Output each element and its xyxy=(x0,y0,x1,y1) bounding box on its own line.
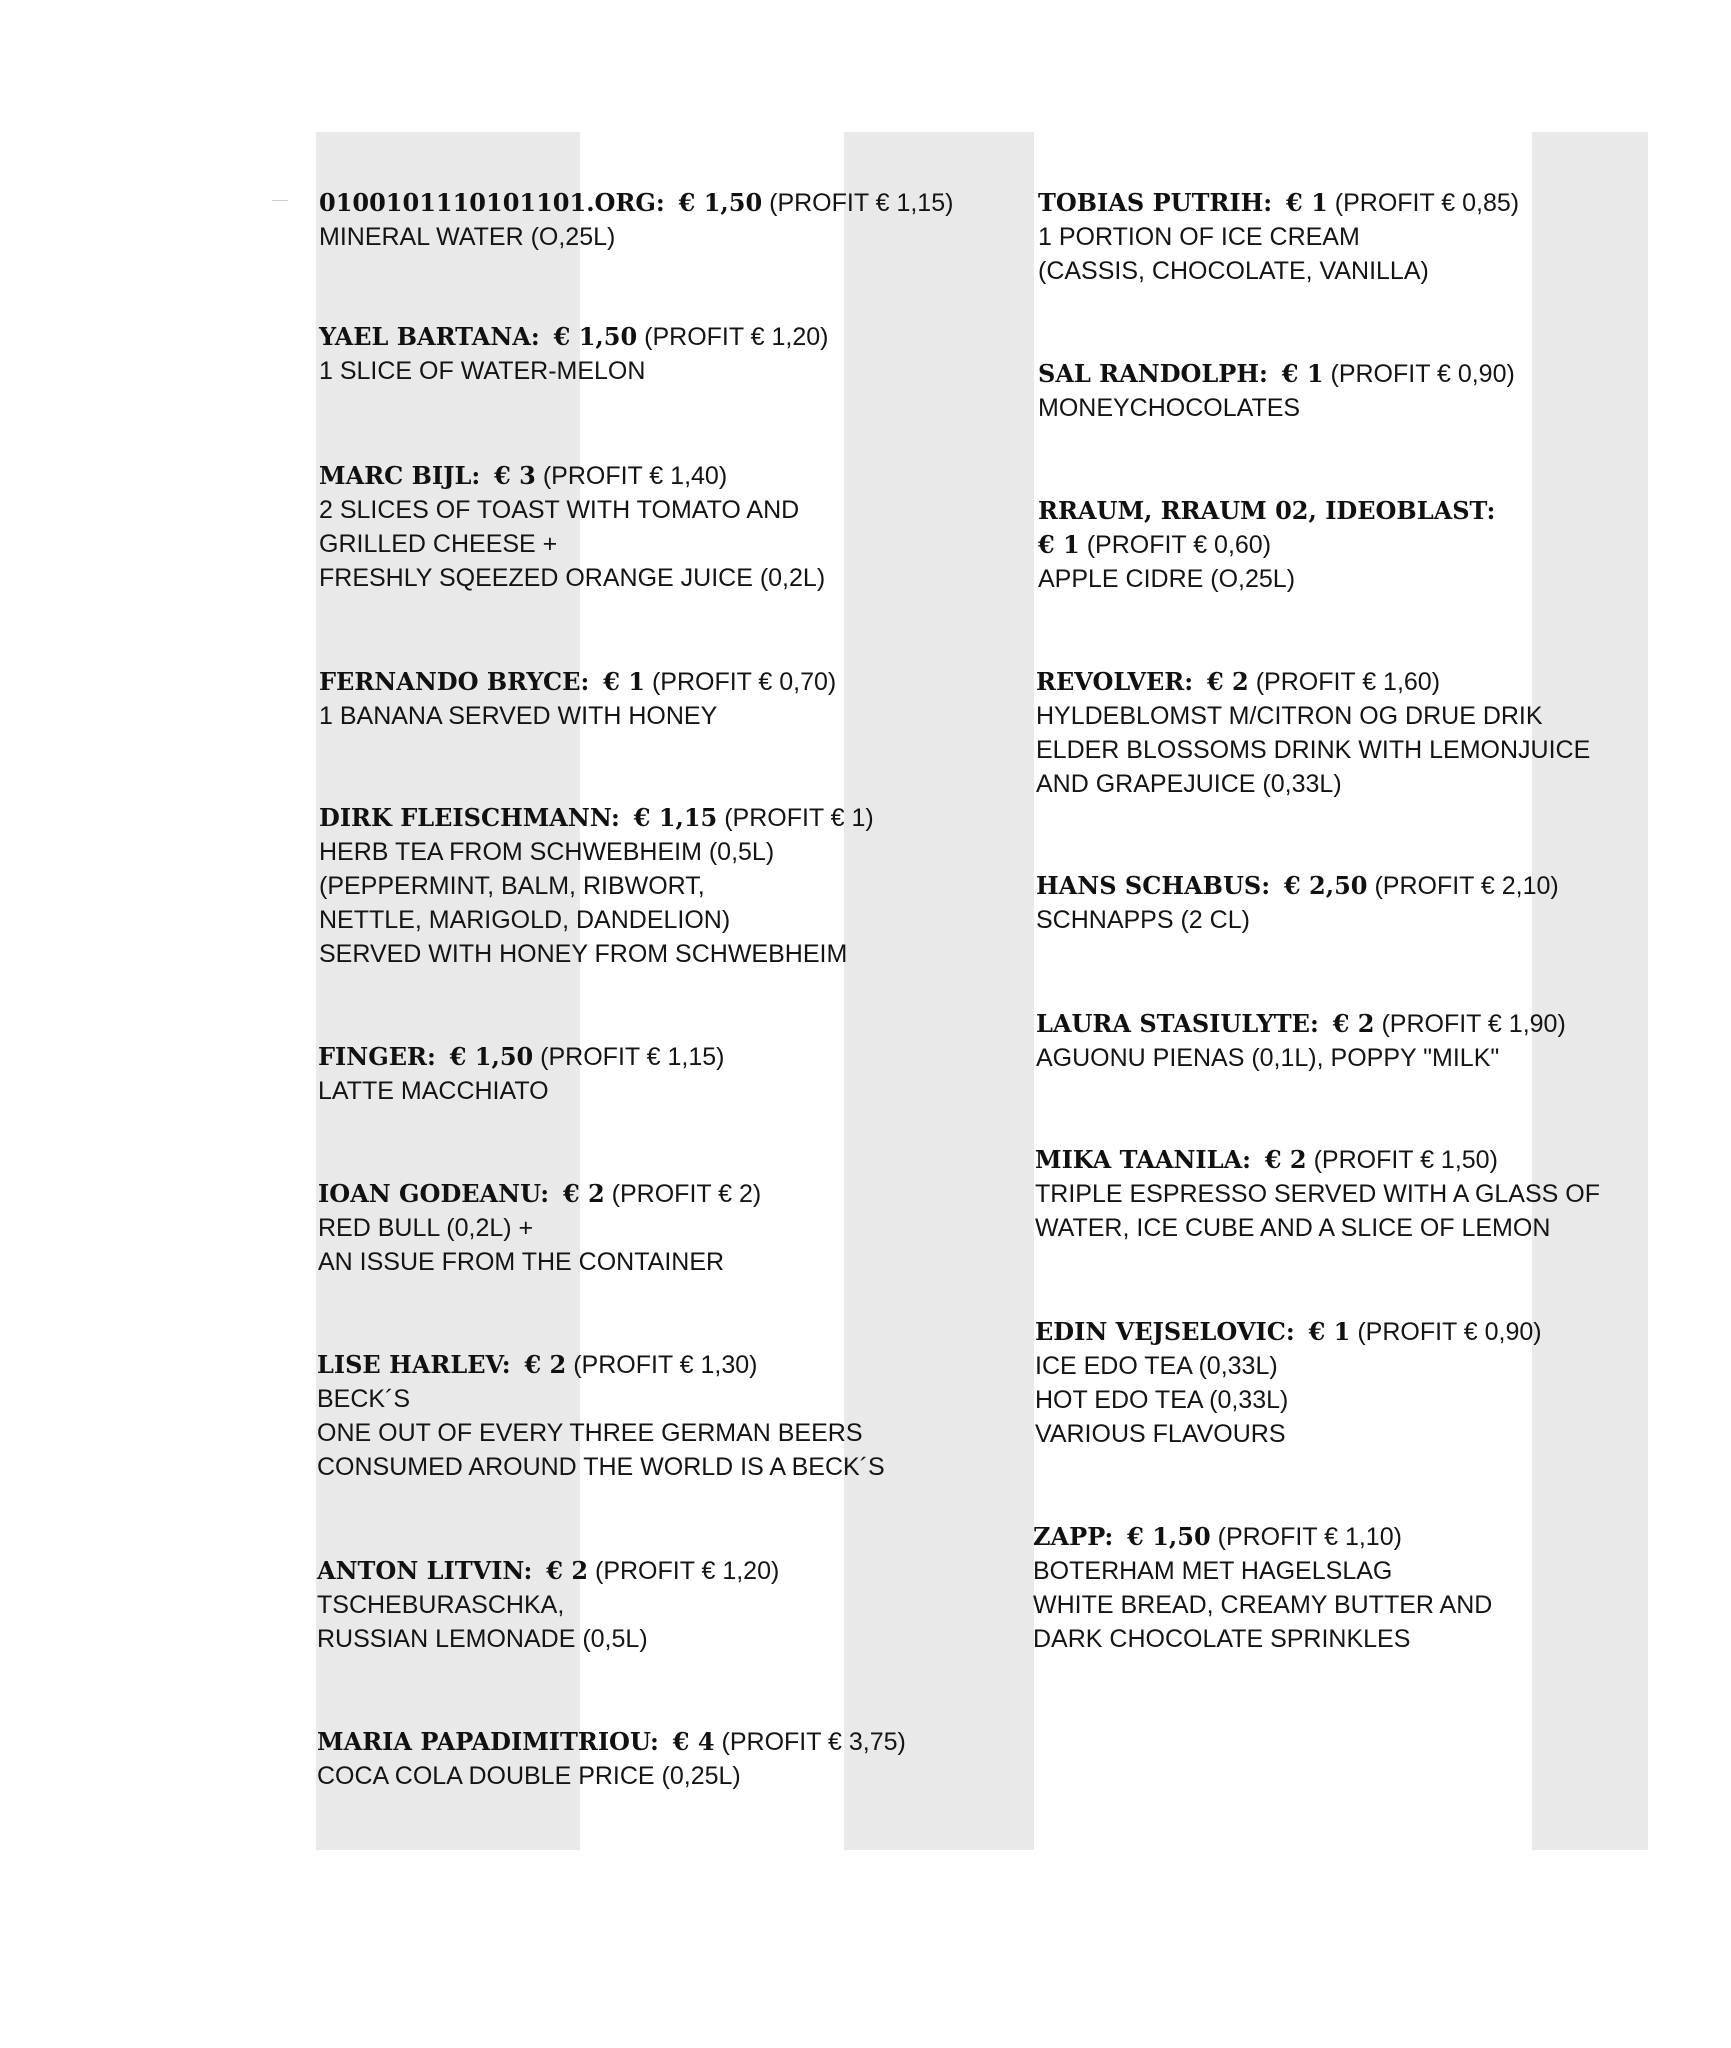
item-heading xyxy=(317,1725,906,1759)
profit: (PROFIT € 1,60) xyxy=(1255,668,1441,696)
menu-item xyxy=(319,320,828,388)
profit: (PROFIT € 3,75) xyxy=(721,1728,906,1756)
item-description: DARK CHOCOLATE SPRINKLES xyxy=(1033,1625,1411,1653)
item-heading xyxy=(1035,1315,1542,1349)
price: € 4 xyxy=(672,1727,715,1756)
item-description: (PEPPERMINT, BALM, RIBWORT, xyxy=(319,872,705,900)
item-description: VARIOUS FLAVOURS xyxy=(1035,1420,1286,1448)
menu-item xyxy=(1038,186,1519,288)
artist-name: ANTON LITVIN: xyxy=(317,1556,533,1585)
item-heading xyxy=(1036,1007,1566,1041)
price: € 1 xyxy=(1308,1317,1351,1346)
item-description: COCA COLA DOUBLE PRICE (0,25L) xyxy=(317,1762,741,1790)
artist-name: SAL RANDOLPH: xyxy=(1038,359,1268,388)
artist-name: FINGER: xyxy=(318,1042,436,1071)
menu-item xyxy=(318,1040,725,1108)
item-description: HOT EDO TEA (0,33L) xyxy=(1035,1386,1289,1414)
menu-item xyxy=(1036,665,1590,801)
menu-item xyxy=(317,1725,906,1793)
price: € 1,50 xyxy=(1127,1522,1211,1551)
item-description: AGUONU PIENAS (0,1L), POPPY "MILK" xyxy=(1036,1044,1500,1072)
price: € 3 xyxy=(494,461,536,490)
artist-name: IOAN GODEANU: xyxy=(318,1179,550,1208)
item-heading xyxy=(319,320,828,354)
item-heading xyxy=(318,1040,725,1074)
profit: (PROFIT € 0,70) xyxy=(651,668,837,696)
item-description: 1 PORTION OF ICE CREAM xyxy=(1038,223,1360,251)
price: € 1 xyxy=(1038,530,1080,559)
item-description: RUSSIAN LEMONADE (0,5L) xyxy=(317,1625,648,1653)
artist-name: DIRK FLEISCHMANN: xyxy=(319,803,620,832)
item-heading xyxy=(1036,665,1590,699)
artist-name: FERNANDO BRYCE: xyxy=(319,667,590,696)
artist-name: MARIA PAPADIMITRIOU: xyxy=(317,1727,659,1756)
background-stripe xyxy=(1532,132,1648,1850)
item-description: SERVED WITH HONEY FROM SCHWEBHEIM xyxy=(319,940,848,968)
price: € 1 xyxy=(1281,359,1324,388)
price: € 1,15 xyxy=(633,803,718,832)
profit: (PROFIT € 2) xyxy=(611,1180,762,1208)
artist-name: MARC BIJL: xyxy=(319,461,481,490)
price: € 1,50 xyxy=(678,188,763,217)
item-heading xyxy=(1038,528,1495,562)
profit: (PROFIT € 1,10) xyxy=(1217,1523,1402,1551)
price: € 2 xyxy=(1207,667,1249,696)
menu-item xyxy=(1036,869,1559,937)
item-description: 2 SLICES OF TOAST WITH TOMATO AND xyxy=(319,496,800,524)
menu-item xyxy=(1038,494,1495,596)
item-description: CONSUMED AROUND THE WORLD IS A BECK´S xyxy=(317,1453,885,1481)
price: € 2 xyxy=(1264,1145,1307,1174)
artist-name: LAURA STASIULYTE: xyxy=(1036,1009,1319,1038)
artist-name: LISE HARLEV: xyxy=(317,1350,511,1379)
menu-item xyxy=(317,1348,885,1484)
item-description: ELDER BLOSSOMS DRINK WITH LEMONJUICE xyxy=(1036,736,1591,764)
item-description: APPLE CIDRE (O,25L) xyxy=(1038,565,1296,593)
profit: (PROFIT € 1,30) xyxy=(573,1351,758,1379)
price: € 2,50 xyxy=(1283,871,1368,900)
menu-item xyxy=(319,186,953,254)
price: € 1 xyxy=(1286,188,1328,217)
menu-item xyxy=(319,459,825,595)
item-description: ICE EDO TEA (0,33L) xyxy=(1035,1352,1278,1380)
profit: (PROFIT € 2,10) xyxy=(1374,872,1559,900)
item-heading xyxy=(1033,1520,1492,1554)
menu-item xyxy=(1033,1520,1492,1656)
item-heading xyxy=(317,1554,779,1588)
artist-name: TOBIAS PUTRIH: xyxy=(1038,188,1273,217)
price: € 2 xyxy=(562,1179,605,1208)
profit: (PROFIT € 1,15) xyxy=(769,189,954,217)
profit: (PROFIT € 0,90) xyxy=(1357,1318,1542,1346)
price: € 2 xyxy=(546,1556,589,1585)
profit: (PROFIT € 1,50) xyxy=(1313,1146,1498,1174)
menu-item xyxy=(319,665,836,733)
item-description: MINERAL WATER (O,25L) xyxy=(319,223,616,251)
margin-mark xyxy=(272,200,288,201)
profit: (PROFIT € 1,40) xyxy=(542,462,728,490)
item-description: LATTE MACCHIATO xyxy=(318,1077,549,1105)
artist-name: 0100101110101101.ORG: xyxy=(319,188,665,217)
item-description: MONEYCHOCOLATES xyxy=(1038,394,1301,422)
price: € 2 xyxy=(524,1350,567,1379)
item-description: BECK´S xyxy=(317,1385,411,1413)
artist-name: REVOLVER: xyxy=(1036,667,1194,696)
item-description: RED BULL (0,2L) + xyxy=(318,1214,534,1242)
item-description: TSCHEBURASCHKA, xyxy=(317,1591,565,1619)
profit: (PROFIT € 1) xyxy=(724,804,874,832)
item-description: AND GRAPEJUICE (0,33L) xyxy=(1036,770,1342,798)
item-description: GRILLED CHEESE + xyxy=(319,530,558,558)
profit: (PROFIT € 1,15) xyxy=(540,1043,725,1071)
item-heading xyxy=(1038,186,1519,220)
item-description: BOTERHAM MET HAGELSLAG xyxy=(1033,1557,1393,1585)
price: € 1 xyxy=(603,667,645,696)
item-heading xyxy=(319,459,825,493)
price: € 2 xyxy=(1332,1009,1375,1038)
item-description: WHITE BREAD, CREAMY BUTTER AND xyxy=(1033,1591,1493,1619)
menu-item xyxy=(1036,1007,1566,1075)
menu-item xyxy=(319,801,874,971)
item-description: FRESHLY SQEEZED ORANGE JUICE (0,2L) xyxy=(319,564,826,592)
profit: (PROFIT € 1,20) xyxy=(644,323,829,351)
item-description: ONE OUT OF EVERY THREE GERMAN BEERS xyxy=(317,1419,863,1447)
item-heading xyxy=(1038,357,1515,391)
item-heading xyxy=(1036,869,1559,903)
item-heading xyxy=(318,1177,761,1211)
profit: (PROFIT € 0,90) xyxy=(1330,360,1515,388)
item-description: HERB TEA FROM SCHWEBHEIM (0,5L) xyxy=(319,838,775,866)
item-heading xyxy=(319,665,836,699)
artist-name: HANS SCHABUS: xyxy=(1036,871,1271,900)
item-description: (CASSIS, CHOCOLATE, VANILLA) xyxy=(1038,257,1429,285)
artist-name: YAEL BARTANA: xyxy=(319,322,540,351)
menu-item xyxy=(1035,1143,1600,1245)
item-description: WATER, ICE CUBE AND A SLICE OF LEMON xyxy=(1035,1214,1551,1242)
background-stripe xyxy=(844,132,1034,1850)
artist-name: ZAPP: xyxy=(1033,1522,1114,1551)
profit: (PROFIT € 1,20) xyxy=(595,1557,780,1585)
item-description: SCHNAPPS (2 CL) xyxy=(1036,906,1250,934)
item-description: TRIPLE ESPRESSO SERVED WITH A GLASS OF xyxy=(1035,1180,1600,1208)
menu-item xyxy=(318,1177,761,1279)
item-heading xyxy=(1038,494,1495,528)
artist-name: EDIN VEJSELOVIC: xyxy=(1035,1317,1295,1346)
item-heading xyxy=(319,801,874,835)
price: € 1,50 xyxy=(553,322,638,351)
item-heading xyxy=(317,1348,885,1382)
menu-item xyxy=(1035,1315,1542,1451)
item-description: NETTLE, MARIGOLD, DANDELION) xyxy=(319,906,731,934)
item-description: AN ISSUE FROM THE CONTAINER xyxy=(318,1248,725,1276)
artist-name: RRAUM, RRAUM 02, IDEOBLAST: xyxy=(1038,496,1496,525)
profit: (PROFIT € 1,90) xyxy=(1381,1010,1566,1038)
profit: (PROFIT € 0,60) xyxy=(1086,531,1272,559)
menu-item xyxy=(317,1554,779,1656)
item-description: HYLDEBLOMST M/CITRON OG DRUE DRIK xyxy=(1036,702,1543,730)
profit: (PROFIT € 0,85) xyxy=(1334,189,1520,217)
menu-item xyxy=(1038,357,1515,425)
price: € 1,50 xyxy=(449,1042,534,1071)
item-description: 1 BANANA SERVED WITH HONEY xyxy=(319,702,718,730)
item-heading xyxy=(319,186,953,220)
item-heading xyxy=(1035,1143,1600,1177)
item-description: 1 SLICE OF WATER-MELON xyxy=(319,357,646,385)
artist-name: MIKA TAANILA: xyxy=(1035,1145,1251,1174)
